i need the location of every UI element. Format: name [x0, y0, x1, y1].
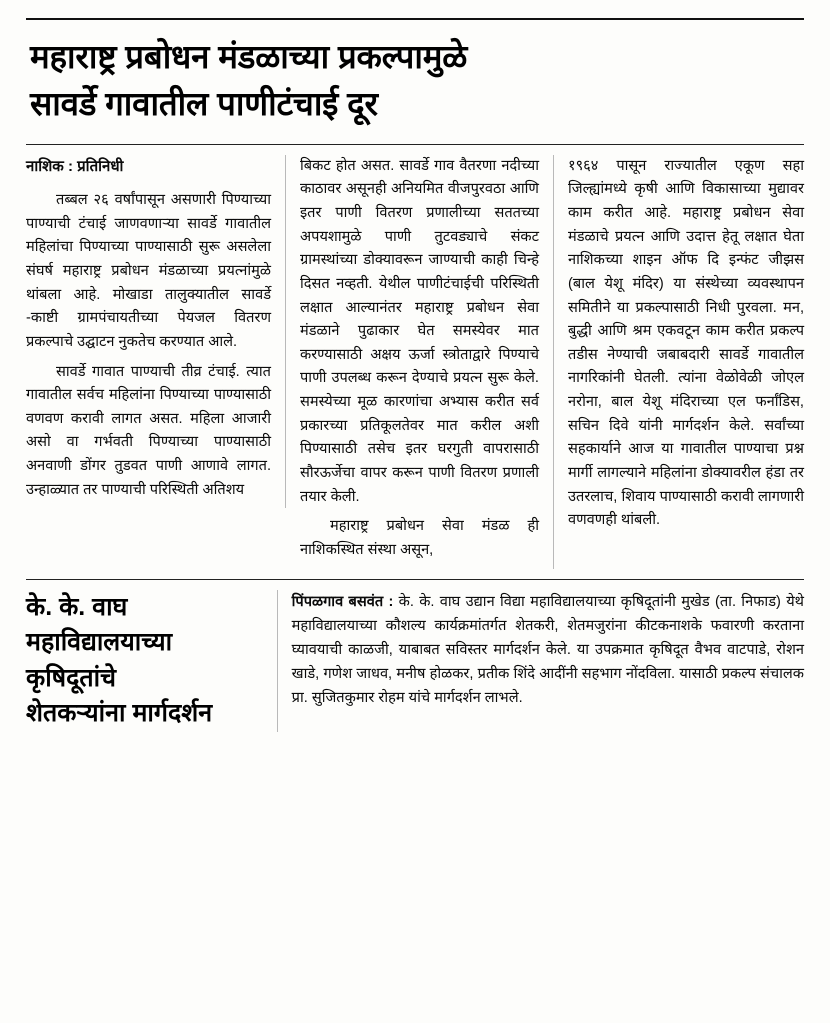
secondary-headline-line-2: महाविद्यालयाच्या	[26, 628, 173, 657]
headline-line-2: सावर्डे गावातील पाणीटंचाई दूर	[30, 84, 378, 122]
secondary-headline-line-1: के. के. वाघ	[26, 592, 128, 621]
paragraph: सावर्डे गावात पाण्याची तीव्र टंचाई. त्यात गावातील सर्वच महिलांना पिण्याच्या पाण्यासाठी वणवण करावी लागत असत. महिला आजारी असो वा गर्भवती पिण्याच्या पाण्यासाठी अनवाणी डोंगर तुडवत पाणी आणावे लागत. उन्हाळ्यात तर पाण्याची परिस्थिती अतिशय	[26, 363, 271, 498]
byline: नाशिक : प्रतिनिधी	[26, 157, 124, 175]
page-title	[30, 34, 804, 128]
secondary-headline	[26, 590, 278, 732]
paragraph: महाराष्ट्र प्रबोधन सेवा मंडळ ही नाशिकस्थित संस्था असून,	[300, 518, 539, 558]
paragraph: १९६४ पासून राज्यातील एकूण सहा जिल्ह्यांमध्ये कृषी आणि विकासाच्या मुद्यावर काम करीत आहे. महाराष्ट्र प्रबोधन सेवा मंडळाचे प्रयत्न आणि उदात्त हेतू लक्षात घेता नाशिकच्या शाइन ऑफ दि इन्फंट जीझस (बाल येशू मंदिर) या संस्थेच्या व्यवस्थापन समितीने या प्रकल्पासाठी निधी पुरवला. मन, बुद्धी आणि श्रम एकवटून काम करीत प्रकल्प तडीस नेण्याची जबाबदारी सावर्डे गावातील नागरिकांनी घेतली. त्यांना वेळोवेळी जोएल नरोना, बाल येशू मंदिराच्या एल फर्नांडिस, सचिन दिवे यांनी मार्गदर्शन केले. सर्वांच्या सहकार्याने आज या गावातील पाण्याचा प्रश्न मार्गी लागल्याने महिलांना डोक्यावरील हंडा तर उतरलाच, शिवाय पाण्यासाठी करावी लागणारी वणवणही थांबली.	[568, 157, 804, 529]
column-3	[554, 155, 804, 539]
column-2	[286, 155, 554, 569]
paragraph: बिकट होत असत. सावर्डे गाव वैतरणा नदीच्या काठावर असूनही अनियमित वीजपुरवठा आणि इतर पाणी वितरण प्रणालीच्या सततच्या अपयशामुळे पाणी तुटवड्याचे संकट ग्रामस्थांच्या डोक्यावरून जाण्याची काही चिन्हे दिसत नव्हती. येथील पाणीटंचाईची परिस्थिती लक्षात आल्यानंतर महाराष्ट्र प्रबोधन सेवा मंडळाने पुढाकार घेत समस्येवर मात करण्यासाठी अक्षय ऊर्जा स्त्रोताद्वारे पिण्याचे पाणी उपलब्ध करून देण्याचे प्रयत्न सुरू केले. समस्येच्या मूळ कारणांचा अभ्यास करीत सर्व प्रकारच्या प्रतिकूलतेवर मात करील अशी पिण्यासाठी तसेच इतर घरगुती वापरासाठी सौरऊर्जेचा वापर करून पाणी वितरण प्रणाली तयार केली.	[300, 157, 539, 505]
secondary-headline-line-3: कृषिदूतांचे	[26, 663, 117, 692]
paragraph: तब्बल २६ वर्षांपासून असणारी पिण्याच्या पाण्याची टंचाई जाणवणाऱ्या सावर्डे गावातील महिलांचा पिण्याच्या पाण्यासाठी सुरू असलेला संघर्ष महाराष्ट्र प्रबोधन मंडळाच्या प्रयत्नांमुळे थांबला आहे. मोखाडा तालुक्यातील सावर्डे -काष्टी ग्रामपंचायतीच्या पेयजल वितरण प्रकल्पाचे उद्घाटन नुकतेच करण्यात आले.	[26, 192, 271, 350]
secondary-headline-line-4: शेतकऱ्यांना मार्गदर्शन	[26, 699, 213, 728]
headline-line-1: महाराष्ट्र प्रबोधन मंडळाच्या प्रकल्पामुळे	[30, 38, 468, 75]
section-divider	[26, 579, 804, 580]
secondary-body	[278, 590, 804, 711]
secondary-story	[26, 590, 804, 732]
secondary-body-text: के. के. वाघ उद्यान विद्या महाविद्यालयाच्या कृषिदूतांनी मुखेड (ता. निफाड) येथे महाविद्यालयाच्या कौशल्य कार्यक्रमांतर्गत शेतकरी, शेतमजुरांना कीटकनाशके फवारणी करताना घ्यावयाची काळजी, याबाबत सविस्तर मार्गदर्शन केले. या उपक्रमात कृषिदूत वैभव वाटपाडे, रोशन खाडे, गणेश जाधव, मनीष होळकर, प्रतीक शिंदे आदींनी सहभाग नोंदविला. यासाठी प्रकल्प संचालक प्रा. सुजितकुमार रोहम यांचे मार्गदर्शन लाभले.	[291, 593, 804, 707]
column-1	[26, 155, 286, 509]
top-rule	[26, 18, 804, 20]
article-columns	[26, 155, 804, 569]
dateline: पिंपळगाव बसवंत :	[291, 593, 394, 610]
secondary-paragraph	[292, 590, 804, 711]
headline-rule	[26, 144, 804, 145]
